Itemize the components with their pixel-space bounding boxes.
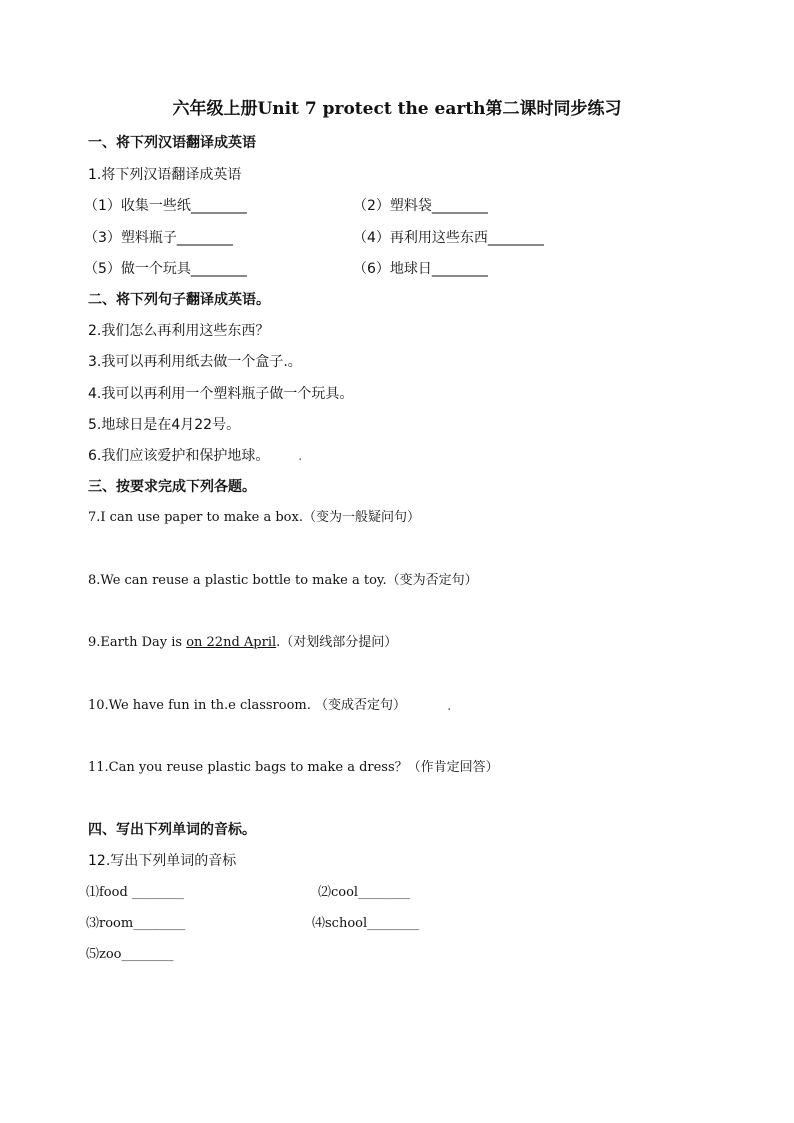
question-9 bbox=[88, 634, 397, 652]
q12-item-2: ⑵cool________ bbox=[318, 885, 411, 900]
question-5: 5.地球日是在4月22号。 bbox=[88, 417, 241, 433]
question-9-underlined-phrase: on 22nd April bbox=[186, 635, 277, 650]
q1-item-6: （6）地球日________ bbox=[353, 261, 488, 277]
q1-item-2: （2）塑料袋________ bbox=[353, 198, 488, 214]
page-title: 六年级上册Unit 7 protect the earth第二课时同步练习 bbox=[172, 99, 622, 119]
q1-item-1: （1）收集一些纸________ bbox=[84, 198, 247, 214]
q1-item-3: （3）塑料瓶子________ bbox=[84, 230, 233, 246]
question-2: 2.我们怎么再利用这些东西？ bbox=[88, 323, 270, 339]
question-10-stray-dot: . bbox=[447, 698, 452, 714]
question-12-label: 12.写出下列单词的音标 bbox=[88, 853, 237, 869]
section-1-heading: 一、将下列汉语翻译成英语 bbox=[88, 135, 256, 151]
question-11: 11.Can you reuse plastic bags to make a dress？（作肯定回答） bbox=[88, 760, 499, 775]
section-3-heading: 三、按要求完成下列各题。 bbox=[88, 479, 256, 495]
q1-item-4: （4）再利用这些东西________ bbox=[353, 230, 544, 246]
question-3: 3.我可以再利用纸去做一个盒子.。 bbox=[88, 354, 302, 370]
q12-item-1: ⑴food ________ bbox=[86, 885, 184, 900]
question-9-suffix: .（对划线部分提问） bbox=[276, 635, 398, 650]
question-7: 7.I can use paper to make a box.（变为一般疑问句） bbox=[88, 510, 420, 525]
section-4-heading: 四、写出下列单词的音标。 bbox=[88, 822, 256, 838]
q12-item-3: ⑶room________ bbox=[86, 916, 186, 931]
q12-item-4: ⑷school________ bbox=[312, 916, 420, 931]
question-9-prefix: 9.Earth Day is bbox=[88, 635, 187, 650]
question-4: 4.我可以再利用一个塑料瓶子做一个玩具。 bbox=[88, 386, 354, 402]
section-2-heading: 二、将下列句子翻译成英语。 bbox=[88, 292, 270, 308]
question-1-label: 1.将下列汉语翻译成英语 bbox=[88, 167, 242, 183]
q12-item-5: ⑸zoo________ bbox=[86, 947, 174, 962]
question-10: 10.We have fun in th.e classroom. （变成否定句） bbox=[88, 698, 406, 713]
question-6: 6.我们应该爱护和保护地球。 bbox=[88, 448, 270, 464]
q1-item-5: （5）做一个玩具________ bbox=[84, 261, 247, 277]
question-6-stray-dot: . bbox=[298, 448, 303, 464]
question-8: 8.We can reuse a plastic bottle to make a toy.（变为否定句） bbox=[88, 573, 478, 588]
